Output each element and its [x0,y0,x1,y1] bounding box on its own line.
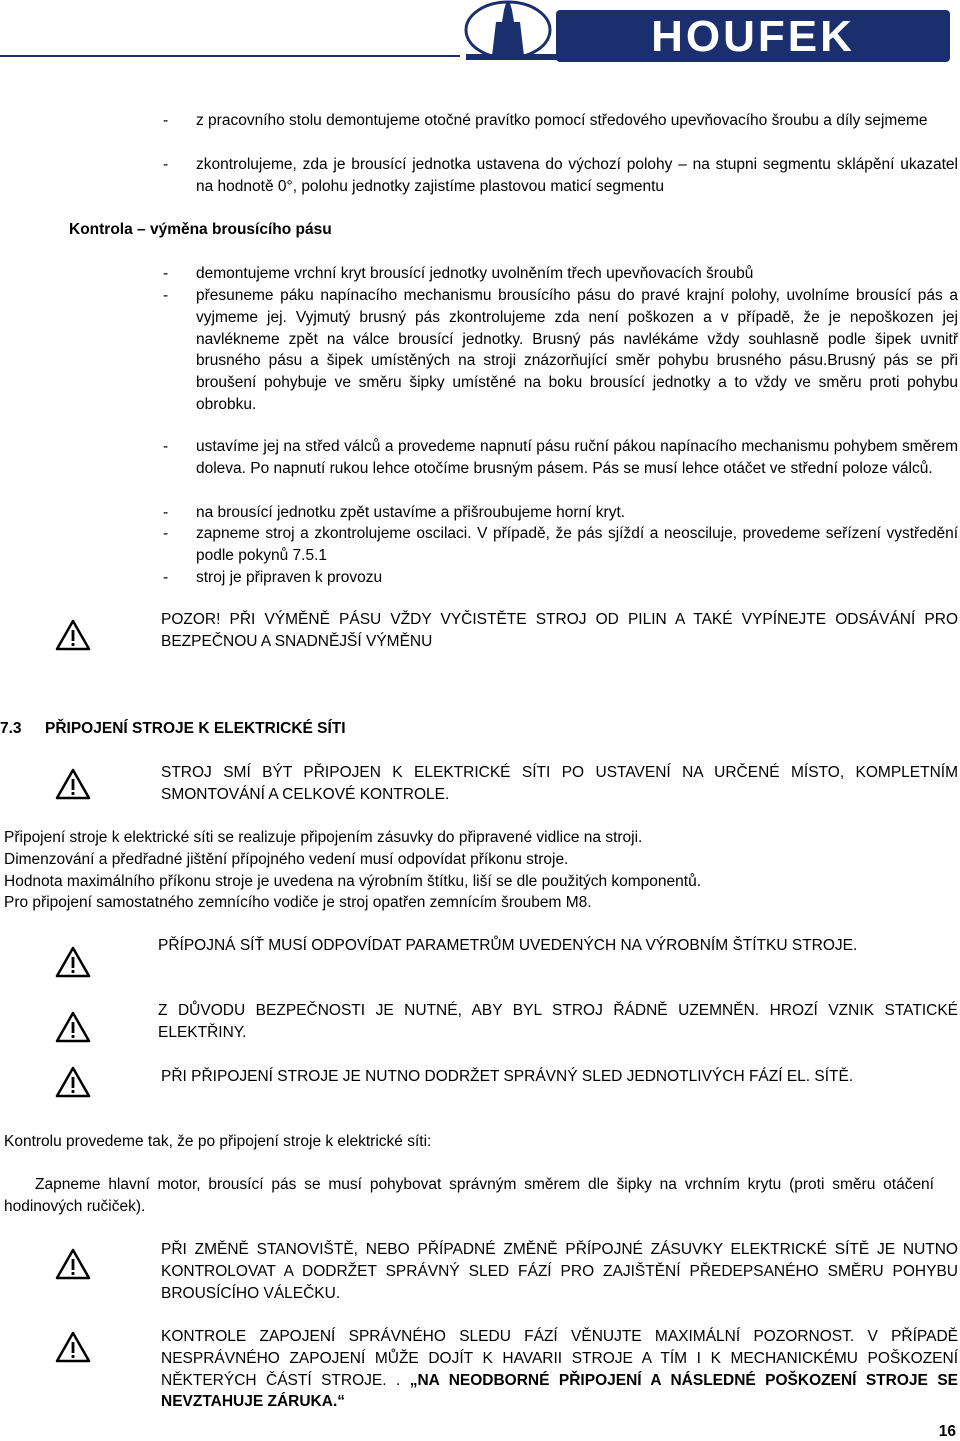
belt-step: zapneme stroj a zkontrolujeme oscilaci. V případě, že pás sjíždí a neosciluje, provedeme seřízení vystředění podle pokynů 7.5.1 [196,525,958,564]
svg-text:HOUFEK: HOUFEK [651,12,855,61]
warning-triangle-icon [55,1248,91,1280]
warning-triangle-icon [55,1066,91,1098]
warning-move-text: PŘI ZMĚNĚ STANOVIŠTĚ, NEBO PŘÍPADNÉ ZMĚNĚ PŘÍPOJNÉ ZÁSUVKY ELEKTRICKÉ SÍTĚ JE NUTNO KONTROLOVAT A DODRŽET SPRÁVNÝ SLED FÁZÍ PRO ZAJIŠTĚNÍ PŘEDEPSANÉHO SMĚRU POHYBU BROUSÍCÍHO VÁLEČKU. [161,1241,958,1302]
belt-step: na brousící jednotku zpět ustavíme a přišroubujeme horní kryt. [196,504,626,521]
warning-ground-text: Z DŮVODU BEZPEČNOSTI JE NUTNÉ, ABY BYL STROJ ŘÁDNĚ UZEMNĚN. HROZÍ VZNIK STATICKÉ ELEKTŘINY. [158,1002,958,1041]
bullet-dash: - [163,525,169,542]
warning-phase-text: PŘI PŘIPOJENÍ STROJE JE NUTNO DODRŽET SPRÁVNÝ SLED JEDNOTLIVÝCH FÁZÍ EL. SÍTĚ. [161,1068,854,1085]
intro-item: z pracovního stolu demontujeme otočné pravítko pomocí středového upevňovacího šroubu a díly sejmeme [196,112,928,129]
warning-triangle-icon [55,946,91,978]
section-heading-belt: Kontrola – výměna brousícího pásu [69,221,332,238]
warning-triangle-icon [55,768,91,800]
warning-triangle-icon [55,619,91,651]
intro-item: zkontrolujeme, zda je brousící jednotka ustavena do výchozí polohy – na stupni segmentu sklápění ukazatel na hodnotě 0°, polohu jednotky zajistíme plastovou maticí segmentu [196,156,958,195]
bullet-dash: - [163,112,169,129]
check-intro: Kontrolu provedeme tak, že po připojení stroje k elektrické síti: [4,1133,432,1150]
bullet-dash: - [163,287,169,304]
warning-electric-text: STROJ SMÍ BÝT PŘIPOJEN K ELEKTRICKÉ SÍTI PO USTAVENÍ NA URČENÉ MÍSTO, KOMPLETNÍM SMONTOVÁNÍ A CELKOVÉ KONTROLE. [161,764,958,803]
warning-triangle-icon [55,1331,91,1363]
section-number: 7.3 [0,720,22,737]
paragraph: Dimenzování a předřadné jištění přípojného vedení musí odpovídat příkonu stroje. [4,851,569,868]
warning-final-text [161,1326,958,1413]
bullet-dash: - [163,156,169,173]
houfek-logo [460,0,960,64]
warranty-notice: „NA NEODBORNÉ PŘIPOJENÍ A NÁSLEDNÉ POŠKOZENÍ STROJE SE NEVZTAHUJE ZÁRUKA.“ [161,1371,958,1411]
check-text: Zapneme hlavní motor, brousící pás se musí pohybovat správným směrem dle šipky na vrchním krytu (proti směru otáčení hodinových ručiček). [4,1176,934,1215]
warning-grid-text: PŘÍPOJNÁ SÍŤ MUSÍ ODPOVÍDAT PARAMETRŮM UVEDENÝCH NA VÝROBNÍM ŠTÍTKU STROJE. [158,937,858,954]
paragraph: Pro připojení samostatného zemnícího vodiče je stroj opatřen zemnícím šroubem M8. [4,894,592,911]
section-title: PŘIPOJENÍ STROJE K ELEKTRICKÉ SÍTI [45,720,346,737]
bullet-dash: - [163,504,169,521]
belt-step: přesuneme páku napínacího mechanismu brousícího pásu do pravé krajní polohy, uvolníme brousící pás a vyjmeme jej. Vyjmutý brusný pás zkontrolujeme zda není poškozen a v případě, že je nepoškozen jej navlékneme zpět na válce brousící jednotky. Brusný pás navlékáme vždy souhlasně podle šipek uvnitř brusného pásu a šipek umístěných na stroji znázorňující směr pohybu brusného pásu.Brusný pás se při broušení pohybuje ve směru šipky umístěné na boku brousící jednotky a to vždy ve směru proti pohybu obrobku. [196,287,958,413]
belt-step: ustavíme jej na střed válců a provedeme napnutí pásu ruční pákou napínacího mechanismu pohybem směrem doleva. Po napnutí rukou lehce otočíme brusným pásem. Pás se musí lehce otáčet ve střední poloze válců. [196,438,958,477]
bullet-dash: - [163,265,169,282]
page-number: 16 [938,1423,956,1440]
paragraph: Připojení stroje k elektrické síti se realizuje připojením zásuvky do připravené vidlice na stroji. [4,829,643,846]
bullet-dash: - [163,569,169,586]
header-rule [0,55,460,57]
belt-step: stroj je připraven k provozu [196,569,383,586]
warning-belt-text: POZOR! PŘI VÝMĚNĚ PÁSU VŽDY VYČISTĚTE STROJ OD PILIN A TAKÉ VYPÍNEJTE ODSÁVÁNÍ PRO BEZPEČNOU A SNADNĚJŠÍ VÝMĚNU [161,611,958,650]
warning-final-plain: KONTROLE ZAPOJENÍ SPRÁVNÉHO SLEDU FÁZÍ VĚNUJTE MAXIMÁLNÍ POZORNOST. V PŘÍPADĚ NESPRÁVNÉHO ZAPOJENÍ MŮŽE DOJÍT K HAVARII STROJE A TÍM I K MECHANICKÉMU POŠKOZENÍ NĚKTERÝCH ČÁSTÍ STROJE. . [161,1328,958,1389]
paragraph: Hodnota maximálního příkonu stroje je uvedena na výrobním štítku, liší se dle použitých komponentů. [4,873,702,890]
warning-triangle-icon [55,1011,91,1043]
belt-step: demontujeme vrchní kryt brousící jednotky uvolněním třech upevňovacích šroubů [196,265,754,282]
bullet-dash: - [163,438,169,455]
